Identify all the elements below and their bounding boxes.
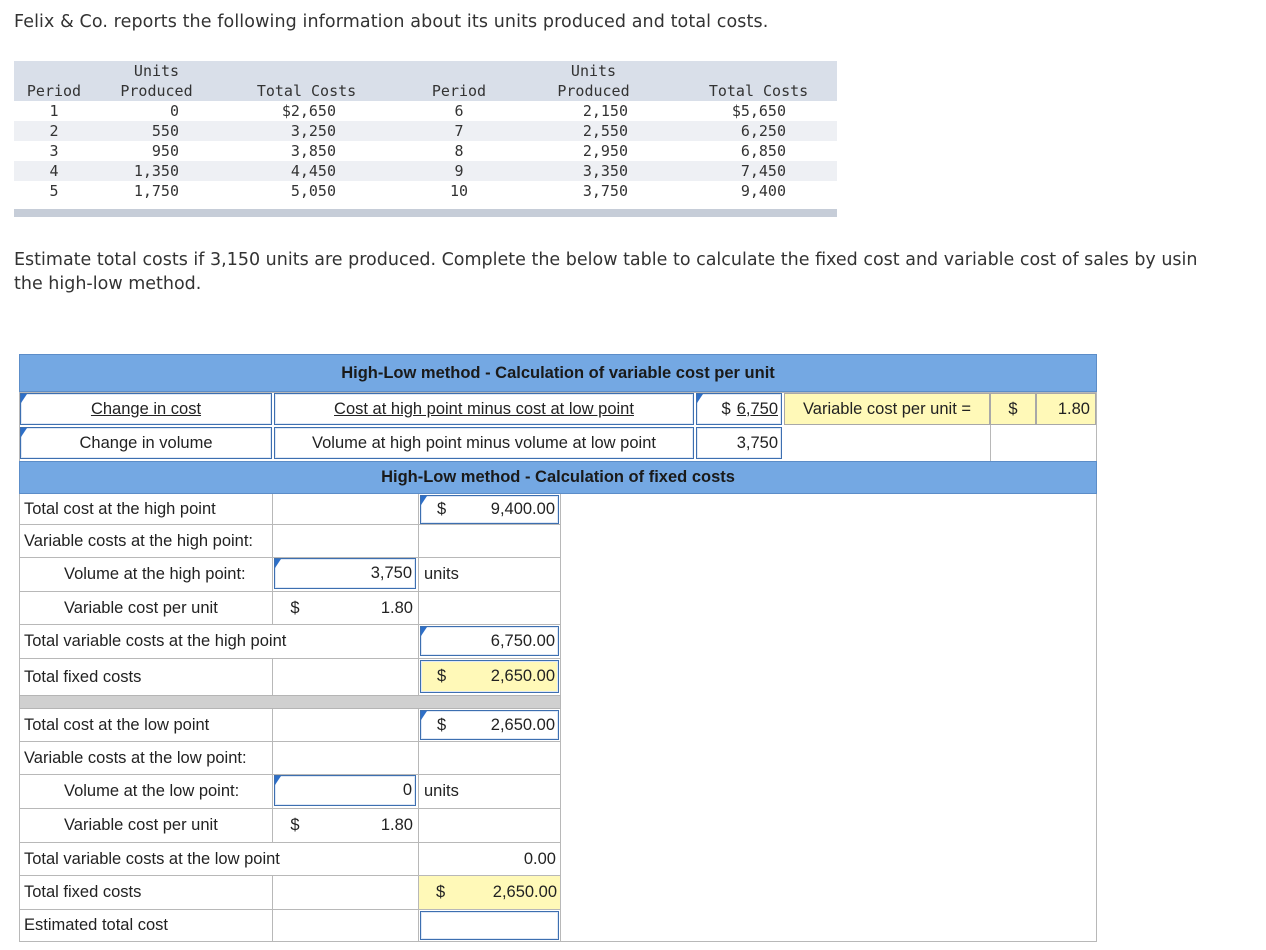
- currency-symbol: $: [290, 816, 300, 835]
- table-cell-units: 550: [151, 122, 179, 140]
- table-cell-units: 2,550: [582, 122, 628, 140]
- high-volume-input[interactable]: 3,750: [274, 558, 416, 589]
- numerator-value: 6,750: [736, 399, 778, 418]
- table-cell-cost: 3,850: [290, 142, 336, 160]
- table-cell-cost: 3,250: [290, 122, 336, 140]
- currency-symbol: $: [436, 883, 446, 902]
- numerator-description[interactable]: Cost at high point minus cost at low point: [274, 393, 694, 425]
- low-vcpu-label: Variable cost per unit: [64, 816, 218, 835]
- low-total-cost-label: Total cost at the low point: [24, 715, 210, 734]
- header-units-line2: Produced: [120, 82, 193, 100]
- table-cell-cost: 6,250: [740, 122, 786, 140]
- header-period: Period: [26, 82, 82, 100]
- high-total-cost-value: 9,400.00: [490, 500, 555, 519]
- estimated-total-cost-input[interactable]: [420, 911, 559, 940]
- variable-cost-per-unit-label: Variable cost per unit =: [784, 393, 990, 425]
- table-cell-period: 4: [49, 162, 59, 180]
- low-total-cost-value: 2,650.00: [490, 715, 555, 734]
- table-cell-cost: 7,450: [740, 162, 786, 180]
- low-fixed-cost-value: 2,650.00: [492, 883, 557, 902]
- low-variable-costs-label: Variable costs at the low point:: [24, 748, 247, 767]
- table-cell-period: 8: [454, 142, 464, 160]
- header-total-costs: Total Costs: [256, 82, 357, 100]
- denominator-description[interactable]: Volume at high point minus volume at low point: [274, 427, 694, 459]
- currency-symbol: $: [721, 399, 731, 418]
- low-fixed-label: Total fixed costs: [24, 883, 142, 902]
- table-cell-units: 0: [169, 102, 179, 120]
- table-cell-units: 1,750: [133, 182, 179, 200]
- table-cell-cost: $2,650: [281, 102, 336, 120]
- section-separator: [19, 695, 561, 709]
- fixed-cost-section-title: High-Low method - Calculation of fixed costs: [19, 461, 1097, 494]
- header-units-line2: Produced: [557, 82, 630, 100]
- table-cell-units: 2,950: [582, 142, 628, 160]
- low-units-label: units: [424, 782, 459, 801]
- high-fixed-label: Total fixed costs: [24, 667, 142, 686]
- low-total-variable-value: 0.00: [523, 849, 556, 868]
- question-text: Estimate total costs if 3,150 units are produced. Complete the below table to calculate the fixed cost and variable cost of sales by usin the high-low method.: [14, 250, 1198, 294]
- denominator-value-input[interactable]: 3,750: [696, 427, 782, 459]
- table-cell-period: 9: [454, 162, 464, 180]
- table-cell-cost: 9,400: [740, 182, 786, 200]
- table-cell-units: 1,350: [133, 162, 179, 180]
- variable-cost-section-title: High-Low method - Calculation of variable cost per unit: [19, 354, 1097, 392]
- high-total-variable-input[interactable]: 6,750.00: [420, 626, 559, 656]
- table-cell-period: 1: [49, 102, 59, 120]
- variable-cost-per-unit-value: 1.80: [1036, 393, 1096, 425]
- result-currency-symbol: $: [990, 393, 1036, 425]
- header-units-line1: Units: [133, 62, 180, 80]
- high-fixed-cost-input[interactable]: [420, 660, 559, 693]
- table-cell-cost: 4,450: [290, 162, 336, 180]
- header-total-costs: Total Costs: [708, 82, 809, 100]
- low-total-cost-input[interactable]: [420, 710, 559, 740]
- table-cell-period: 7: [454, 122, 464, 140]
- low-total-variable-label: Total variable costs at the low point: [20, 843, 320, 875]
- table-cell-units: 2,150: [582, 102, 628, 120]
- high-units-label: units: [424, 565, 459, 584]
- units-costs-table: [14, 61, 837, 217]
- table-cell-cost: 5,050: [290, 182, 336, 200]
- change-in-cost-select[interactable]: Change in cost: [20, 393, 272, 425]
- table-cell-cost: 6,850: [740, 142, 786, 160]
- currency-symbol: $: [437, 715, 447, 734]
- currency-symbol: $: [437, 667, 447, 686]
- table-cell-units: 950: [151, 142, 179, 160]
- table-cell-period: 2: [49, 122, 59, 140]
- table-cell-units: 3,750: [582, 182, 628, 200]
- low-fixed-cost-cell: [419, 876, 560, 909]
- high-total-cost-label: Total cost at the high point: [24, 499, 216, 518]
- high-vcpu-label: Variable cost per unit: [64, 598, 218, 617]
- low-volume-label: Volume at the low point:: [64, 782, 240, 801]
- high-variable-costs-label: Variable costs at the high point:: [24, 531, 254, 550]
- high-total-cost-input[interactable]: [420, 495, 559, 524]
- header-units-line1: Units: [570, 62, 617, 80]
- intro-text: Felix & Co. reports the following information about its units produced and total costs.: [14, 12, 769, 32]
- low-volume-input[interactable]: 0: [274, 775, 416, 806]
- header-period: Period: [431, 82, 487, 100]
- table-cell-period: 6: [454, 102, 464, 120]
- table-cell-period: 5: [49, 182, 59, 200]
- table-cell-period: 10: [449, 182, 469, 200]
- high-volume-label: Volume at the high point:: [64, 565, 246, 584]
- table-cell-cost: $5,650: [731, 102, 786, 120]
- currency-symbol: $: [437, 500, 447, 519]
- table-cell-units: 3,350: [582, 162, 628, 180]
- high-vcpu-value: 1.80: [380, 598, 413, 617]
- low-vcpu-value: 1.80: [380, 816, 413, 835]
- estimated-total-cost-label: Estimated total cost: [24, 916, 168, 935]
- table-cell-period: 3: [49, 142, 59, 160]
- high-fixed-cost-value: 2,650.00: [490, 667, 555, 686]
- high-total-variable-label: Total variable costs at the high point: [20, 625, 320, 658]
- currency-symbol: $: [290, 598, 300, 617]
- change-in-volume-select[interactable]: Change in volume: [20, 427, 272, 459]
- numerator-value-input[interactable]: [696, 393, 782, 425]
